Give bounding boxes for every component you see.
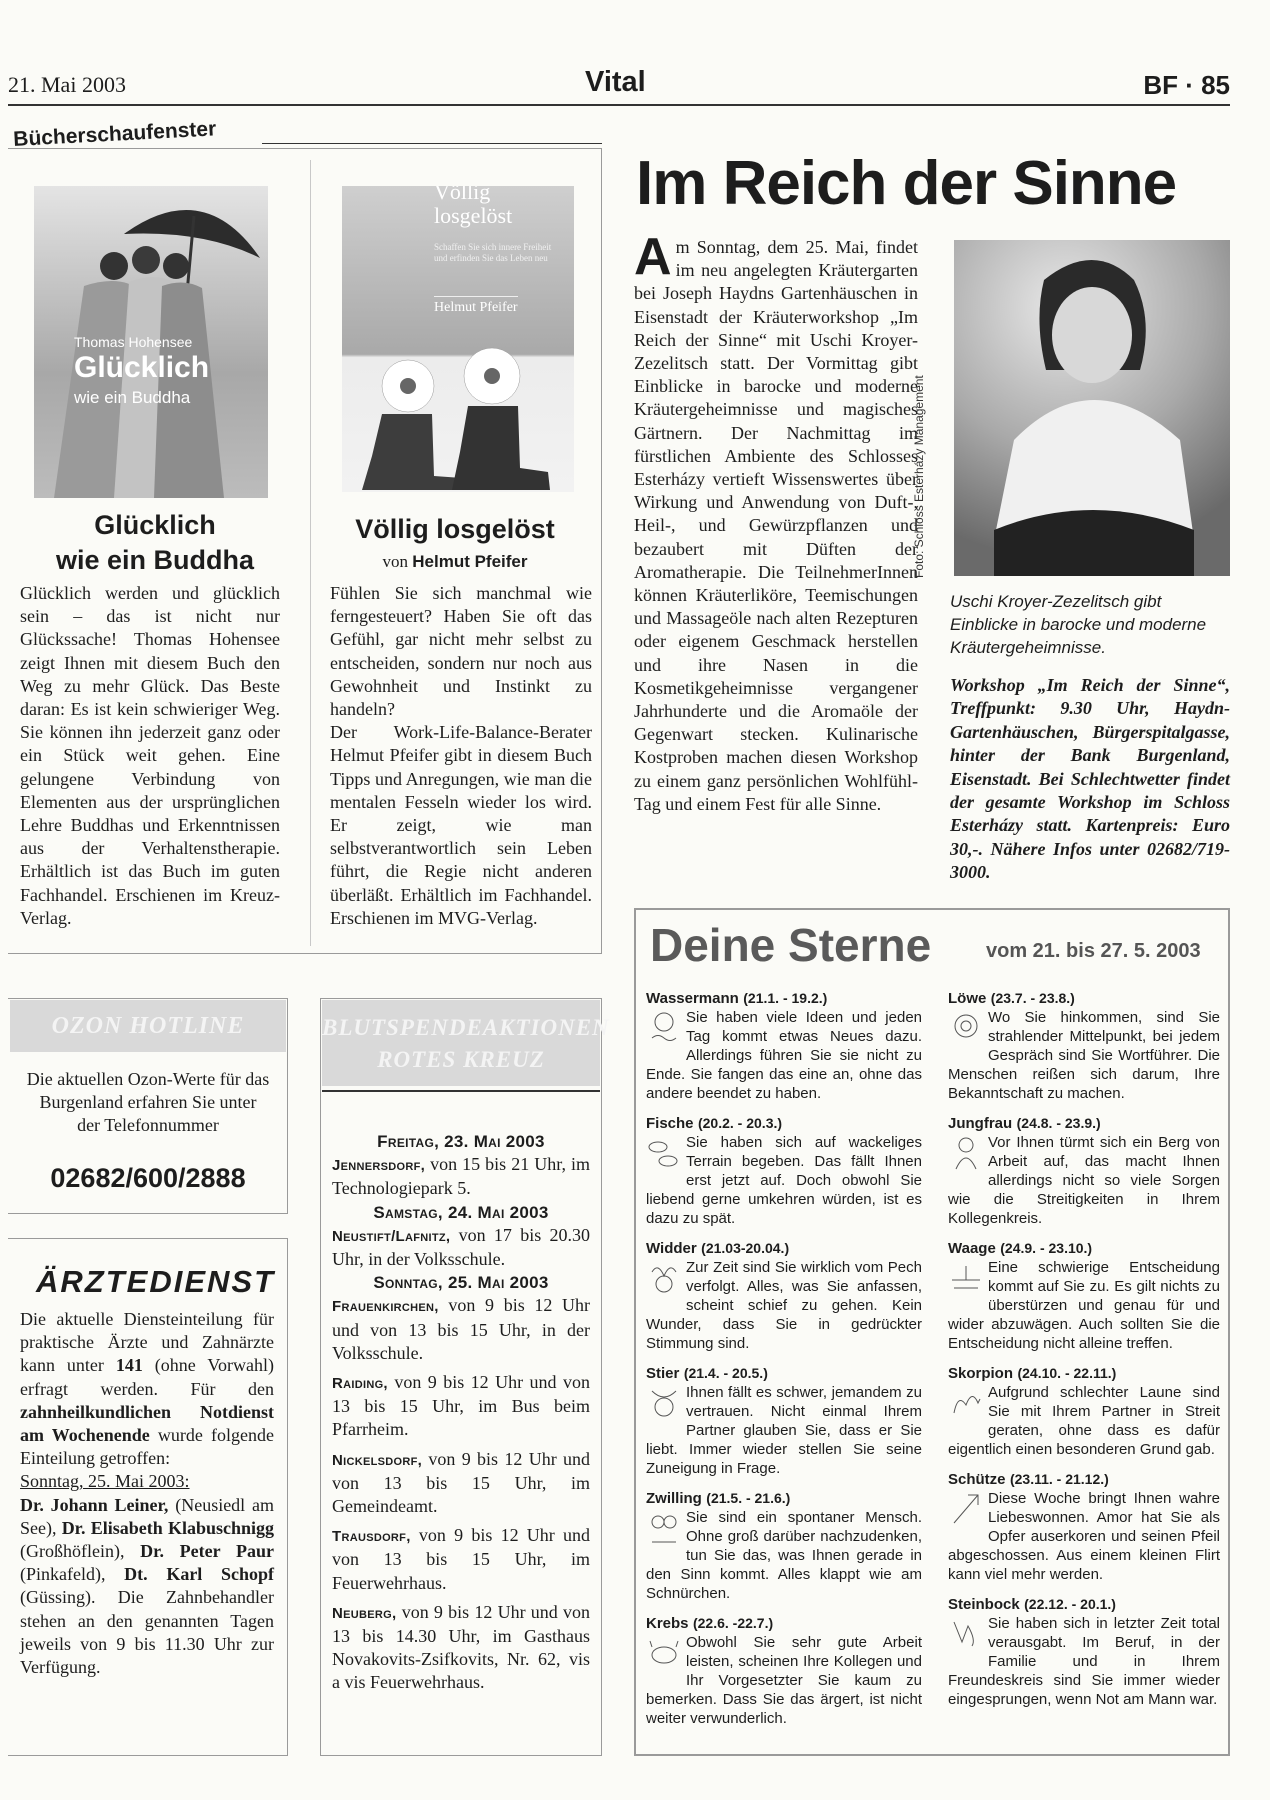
horoscope-steinbock (948, 1596, 1220, 1709)
blut-entry-7 (332, 1601, 590, 1695)
horoscope-dates: (21.5. - 21.6.) (706, 1490, 791, 1506)
aerzte-doctor-3-place: (Pinkafeld), (20, 1564, 125, 1585)
book2-description (330, 582, 592, 930)
horoscope-skorpion (948, 1365, 1220, 1459)
horoscope-text: Sie sind ein spontaner Mensch. Ohne groß darüber nachzudenken, tun Sie das, was Ihnen gerade in den Sinn kommt. Alles klappt wie am Schnürchen. (646, 1509, 922, 1602)
horoscope-sign: Krebs (646, 1615, 689, 1632)
horoscope-jungfrau (948, 1115, 1220, 1228)
cover-title-voellig-1: Völlig (434, 186, 491, 204)
aerzte-text (20, 1308, 274, 1679)
horoscope-dates: (20.2. - 20.3.) (697, 1115, 783, 1131)
blut-entry-4-text: von 9 bis 12 Uhr und von 13 bis 15 Uhr, im Bus beim Pfarrheim. (332, 1372, 590, 1440)
aerzte-intro-1: Die aktuelle Diensteinteilung für praktische Ärzte und Zahnärzte kann unter (20, 1309, 274, 1376)
capricorn-icon (948, 1614, 984, 1654)
sinne-headline: Im Reich der Sinne (636, 149, 1177, 218)
blut-entry-6-place: Trausdorf, (332, 1528, 411, 1546)
horoscope-dates: (21.03-20.04.) (701, 1240, 790, 1256)
aerzte-intro-3: wurde folgende Einteilung getroffen: (20, 1425, 274, 1469)
horoscope-wassermann (646, 990, 922, 1103)
cover-author-gluecklich: Thomas Hohensee (74, 334, 193, 350)
sinne-article (634, 228, 918, 816)
blut-entry-2 (332, 1224, 590, 1271)
horoscope-stier (646, 1365, 922, 1478)
blut-entry-7-text: von 9 bis 12 Uhr und von 13 bis 14.30 Uhr, im Gasthaus Novakovits-Zsifkovits, Nr. 62, vis a vis Feuerwehrhaus. (332, 1601, 590, 1693)
cover-subtitle-gluecklich: wie ein Buddha (74, 388, 191, 407)
aerzte-doctor-2-place: (Großhöflein), (20, 1541, 141, 1562)
blut-entry-7-place: Neuberg, (332, 1604, 397, 1622)
blut-entry-3-text: von 9 bis 12 Uhr und von 13 bis 15 Uhr, in der Volksschule. (332, 1295, 590, 1363)
horoscope-dates: (24.10. - 22.11.) (1017, 1365, 1117, 1381)
horoscope-text: Sie haben sich auf wackeliges Terrain begeben. Das fällt Ihnen erst jetzt auf. Doch obwohl Sie liebend gerne umkehren würden, ist es dazu zu spät. (646, 1134, 922, 1227)
book2-title: Völlig losgelöst (355, 514, 555, 544)
virgo-icon (948, 1133, 984, 1173)
buecher-title: Bücherschaufenster (12, 117, 217, 152)
horoscope-fische (646, 1115, 922, 1228)
aerzte-intro-bold: zahnheilkundlichen Notdienst am Wochenende (20, 1401, 274, 1446)
horoscope-dates: (23.11. - 21.12.) (1009, 1471, 1109, 1487)
horoscope-dates: (23.7. - 23.8.) (990, 990, 1075, 1006)
header-rule (8, 104, 1230, 106)
libra-icon (948, 1258, 984, 1298)
horoscope-sign: Steinbock (948, 1596, 1020, 1613)
horoscope-sign: Skorpion (948, 1365, 1014, 1382)
horoscope-sign: Zwilling (646, 1490, 702, 1507)
horoscope-widder (646, 1240, 922, 1353)
aerzte-doctor-1: Dr. Johann Leiner, (20, 1494, 169, 1515)
book-cover-voellig (342, 186, 574, 492)
horoscope-text: Sie haben sich in letzter Zeit total verausgabt. Im Beruf, in der Familie und in Ihrem Freundeskreis sind Sie immer wieder eingesprungen, wenn Not am Mann war. (948, 1615, 1220, 1708)
blut-entry-6-text: von 9 bis 12 Uhr und von 13 bis 15 Uhr, im Feuerwehrhaus. (332, 1525, 590, 1593)
blut-entry-2-text: von 17 bis 20.30 Uhr, in der Volksschule. (332, 1224, 590, 1270)
book2-byline-author: Helmut Pfeifer (412, 552, 528, 571)
blut-list (332, 1130, 590, 1695)
blut-entry-2-place: Neustift/Lafnitz, (332, 1227, 451, 1245)
book2-byline (322, 552, 588, 572)
blut-entry-4 (332, 1371, 590, 1442)
sinne-caption: Uschi Kroyer-Zezelitsch gibt Einblicke in barocke und moderne Kräutergeheimnisse. (950, 592, 1207, 657)
header-date: 21. Mai 2003 (8, 72, 126, 97)
horoscope-text: Sie haben viele Ideen und jeden Tag kommt etwas Neues dazu. Allerdings führen Sie sie nicht zu Ende. Sie fangen das eine an, ohne das andere beendet zu haben. (646, 1009, 922, 1102)
horoscope-sign: Stier (646, 1365, 680, 1382)
blut-entry-1 (332, 1153, 590, 1200)
buecher-title-rule (262, 143, 602, 144)
sinne-article-text: m Sonntag, dem 25. Mai, findet im neu angelegten Kräutergarten bei Joseph Haydns Gartenhäuschen in Eisenstadt der Kräuterworkshop „Im Reich der Sinne“ mit Uschi Kroyer-Zezelitsch statt. Der Vormittag gibt Einblicke in barocke und moderne Kräutergeheimnisse und magisches Gärtnern. Der Nachmittag im fürstlichen Ambiente des Schlosses Esterházy vertieft Wissenswertes über Wirkung und Anwendung von Duft-, Heil-, und Gewürzpflanzen und bezaubert mit Düften der Aromatherapie. Die TeilnehmerInnen können Kräuterliköre, Teemischungen und Massageöle nach alten Rezepturen oder eigenem Geschmack herstellen und ihre Nasen in die Kosmetikgeheimnisse vergangener Jahrhunderte und die Aromaöle der Gegenwart stecken. Kulinarische Kostproben machen diesen Workshop zu einem ganz persönlichen Wohlfühl-Tag und einem Fest für alle Sinne. (634, 237, 918, 814)
cancer-icon (646, 1633, 682, 1673)
buecher-column-divider (310, 160, 311, 946)
horoscope-dates: (24.8. - 23.9.) (1016, 1115, 1101, 1131)
book1-description: Glücklich werden und glücklich sein – das ist nicht nur Glückssache! Thomas Hohensee zeigt Ihnen mit diesem Buch den Weg zu mehr Glück. Das Beste daran: Es ist kein schwieriger Weg. Sie können ihn jederzeit ganz oder ein Stück weit gehen. Eine gelungene Verbindung von Elementen aus der ursprünglichen Lehre Buddhas und Erkenntnissen aus der Verhaltenstherapie. Erhältlich ist das Buch im guten Fachhandel. Erschienen im Kreuz-Verlag. (20, 583, 280, 928)
blut-banner (322, 1000, 610, 1086)
boots-flowers-illustration (342, 186, 574, 492)
cover-subtitle-voellig: Schaffen Sie sich innere Freiheit und erfinden Sie das Leben neu (434, 242, 552, 263)
blut-entry-5-place: Nickelsdorf, (332, 1451, 423, 1469)
sinne-photo-portrait (954, 240, 1230, 576)
aries-icon (646, 1258, 682, 1298)
sinne-photo-credit: Foto: Schloss Esterházy Management (912, 375, 926, 578)
blut-entry-5-text: von 9 bis 12 Uhr und von 13 bis 15 Uhr, im Gemeindeamt. (332, 1448, 590, 1517)
blut-banner-rule (322, 1090, 600, 1092)
blut-day-1: Freitag, 23. Mai 2003 (377, 1132, 545, 1151)
sagittarius-icon (948, 1489, 984, 1529)
blut-entry-5 (332, 1448, 590, 1519)
ozon-phone: 02682/600/2888 (50, 1163, 246, 1193)
horoscope-dates: (21.4. - 20.5.) (683, 1365, 768, 1381)
horoscope-sign: Wassermann (646, 990, 739, 1007)
header-page-number: BF · 85 (1143, 70, 1230, 100)
blut-entry-4-place: Raiding, (332, 1375, 388, 1393)
horoscope-sign: Waage (948, 1240, 996, 1257)
aerzte-outro: Die Zahnbehandler stehen an den genannten Tagen jeweils von 9 bis 11.30 Uhr zur Verfügung. (20, 1587, 274, 1678)
aerzte-doctor-3: Dr. Peter Paur (140, 1541, 274, 1562)
blut-entry-1-text: von 15 bis 21 Uhr, im Technologiepark 5. (332, 1154, 590, 1199)
blut-entry-3-place: Frauenkirchen, (332, 1298, 439, 1316)
ozon-text: Die aktuellen Ozon-Werte für das Burgenland erfahren Sie unter der Telefonnummer (26, 1069, 270, 1135)
aerzte-doctor-1-place: (Neusiedl am See), (20, 1494, 275, 1538)
horoscope-sign: Schütze (948, 1471, 1006, 1488)
horoscope-text: Zur Zeit sind Sie wirklich vom Pech verfolgt. Alles, was Sie anfassen, scheint schief zu gehen. Kein Wunder, dass Sie in gedrückter Stimmung sind. (646, 1259, 922, 1352)
blut-entry-6 (332, 1524, 590, 1595)
book2-description-1: Fühlen Sie sich manchmal wie ferngesteuert? Haben Sie oft das Gefühl, gar nicht mehr selbst zu entscheiden, sondern nur noch aus Gewohnheit und Instinkt zu handeln? (330, 583, 592, 720)
horoscope-loewe (948, 990, 1220, 1103)
taurus-icon (646, 1383, 682, 1423)
book1-title-line1: Glücklich (94, 510, 216, 540)
horoscope-dates: (21.1. - 19.2.) (743, 990, 828, 1006)
sterne-range: vom 21. bis 27. 5. 2003 (986, 940, 1201, 962)
aerzte-doctor-2: Dr. Elisabeth Klabuschnigg (61, 1517, 274, 1538)
blut-day-3: Sonntag, 25. Mai 2003 (373, 1273, 549, 1293)
aerzte-title: ÄRZTEDIENST (36, 1264, 275, 1299)
aquarius-icon (646, 1008, 682, 1048)
horoscope-krebs (646, 1615, 922, 1728)
sterne-title: Deine Sterne (650, 919, 932, 971)
horoscope-text: Diese Woche bringt Ihnen wahre Liebeswonnen. Amor hat Sie als Opfer auserkoren und seinen Pfeil abgeschossen. Aus einem kleinen Flirt kann viel mehr werden. (948, 1490, 1220, 1583)
aerzte-date: Sonntag, 25. Mai 2003: (20, 1471, 190, 1492)
ozon-banner: OZON HOTLINE (10, 1000, 286, 1052)
aerzte-doctor-4: Dt. Karl Schopf (124, 1564, 274, 1585)
book2-description-2: Der Work-Life-Balance-Berater Helmut Pfeifer gibt in diesem Buch Tipps und Anregungen, wie man die mentalen Fesseln wieder los wird. Er zeigt, wie man selbstverantwortlich sein Leben führt, die Regie nicht anderen überläßt. Erhältlich im Fachhandel. Erschienen im MVG-Verlag. (330, 722, 592, 928)
aerzte-doctor-4-place: (Güssing). (20, 1587, 96, 1608)
scorpio-icon (948, 1383, 984, 1423)
book-cover-gluecklich (34, 186, 268, 498)
aerzte-intro-2: (ohne Vorwahl) erfragt werden. Für den (20, 1355, 274, 1399)
blut-entry-3 (332, 1294, 590, 1365)
horoscope-text: Wo Sie hinkommen, sind Sie strahlender Mittelpunkt, bei jedem Gespräch sind Sie Wortführer. Die Menschen reißen sich darum, Ihre Bekanntschaft zu machen. (948, 1009, 1220, 1102)
aerzte-intro-number: 141 (115, 1355, 143, 1376)
book2-byline-prefix: von (382, 552, 408, 571)
woman-portrait-illustration (954, 240, 1230, 576)
cover-title-voellig-2: losgelöst (434, 203, 513, 228)
gemini-icon (646, 1508, 682, 1548)
cover-title-gluecklich: Glücklich (74, 351, 210, 384)
sinne-info: Workshop „Im Reich der Sinne“, Treffpunkt: 9.30 Uhr, Haydn-Gartenhäuschen, Bürgerspitalgasse, hinter der Bank Burgenland, Eisenstadt. Bei Schlechtwetter findet der gesamte Workshop im Schloss Esterházy statt. Kartenpreis: Euro 30,-. Nähere Infos unter 02682/719-3000. (950, 675, 1230, 883)
horoscope-sign: Fische (646, 1115, 694, 1132)
leo-icon (948, 1008, 984, 1048)
blut-banner-line1: BLUTSPENDEAKTIONEN (322, 1015, 610, 1040)
horoscope-dates: (22.12. - 20.1.) (1024, 1596, 1116, 1612)
horoscope-zwilling (646, 1490, 922, 1603)
sterne-column-left (646, 990, 922, 1728)
book1-title-line2: wie ein Buddha (55, 545, 255, 575)
horoscope-schuetze (948, 1471, 1220, 1584)
header-section: Vital (585, 66, 646, 98)
sinne-dropcap: A (634, 228, 672, 286)
horoscope-dates: (22.6. -22.7.) (692, 1615, 774, 1631)
cover-author-voellig: Helmut Pfeifer (434, 296, 518, 316)
sterne-column-right (948, 990, 1220, 1709)
horoscope-text: Vor Ihnen türmt sich ein Berg von Arbeit auf, das macht Ihnen allerdings nicht so viele Sorgen wie die Streitigkeiten in Ihrem Kollegenkreis. (948, 1134, 1220, 1227)
horoscope-sign: Jungfrau (948, 1115, 1013, 1132)
horoscope-sign: Löwe (948, 990, 987, 1007)
horoscope-text: Eine schwierige Entscheidung kommt auf Sie zu. Es gilt nichts zu überstürzen und genau für und wider abzuwägen. Auch sollten Sie die Entscheidung nicht alleine treffen. (948, 1259, 1220, 1352)
horoscope-text: Obwohl Sie sehr gute Arbeit leisten, scheinen Ihre Kollegen und Ihr Vorgesetzter Sie kaum zu bemerken. Dass Sie das ärgert, ist nicht weiter verwunderlich. (646, 1634, 922, 1727)
blut-entry-1-place: Jennersdorf, (332, 1157, 426, 1175)
horoscope-text: Ihnen fällt es schwer, jemandem zu vertrauen. Nicht einmal Ihrem Partner glauben Sie, dass er Sie liebt. Immer wieder stellen Sie seine Zuneigung in Frage. (646, 1384, 922, 1477)
horoscope-dates: (24.9. - 23.10.) (1000, 1240, 1093, 1256)
pisces-icon (646, 1133, 682, 1173)
blut-banner-line2: ROTES KREUZ (377, 1047, 545, 1072)
horoscope-text: Aufgrund schlechter Laune sind Sie mit Ihrem Partner in Streit geraten, ohne dass es dafür eigentlich einen besonderen Grund gab. (948, 1384, 1220, 1458)
horoscope-waage (948, 1240, 1220, 1353)
blut-day-2: Samstag, 24. Mai 2003 (373, 1202, 549, 1222)
horoscope-sign: Widder (646, 1240, 697, 1257)
